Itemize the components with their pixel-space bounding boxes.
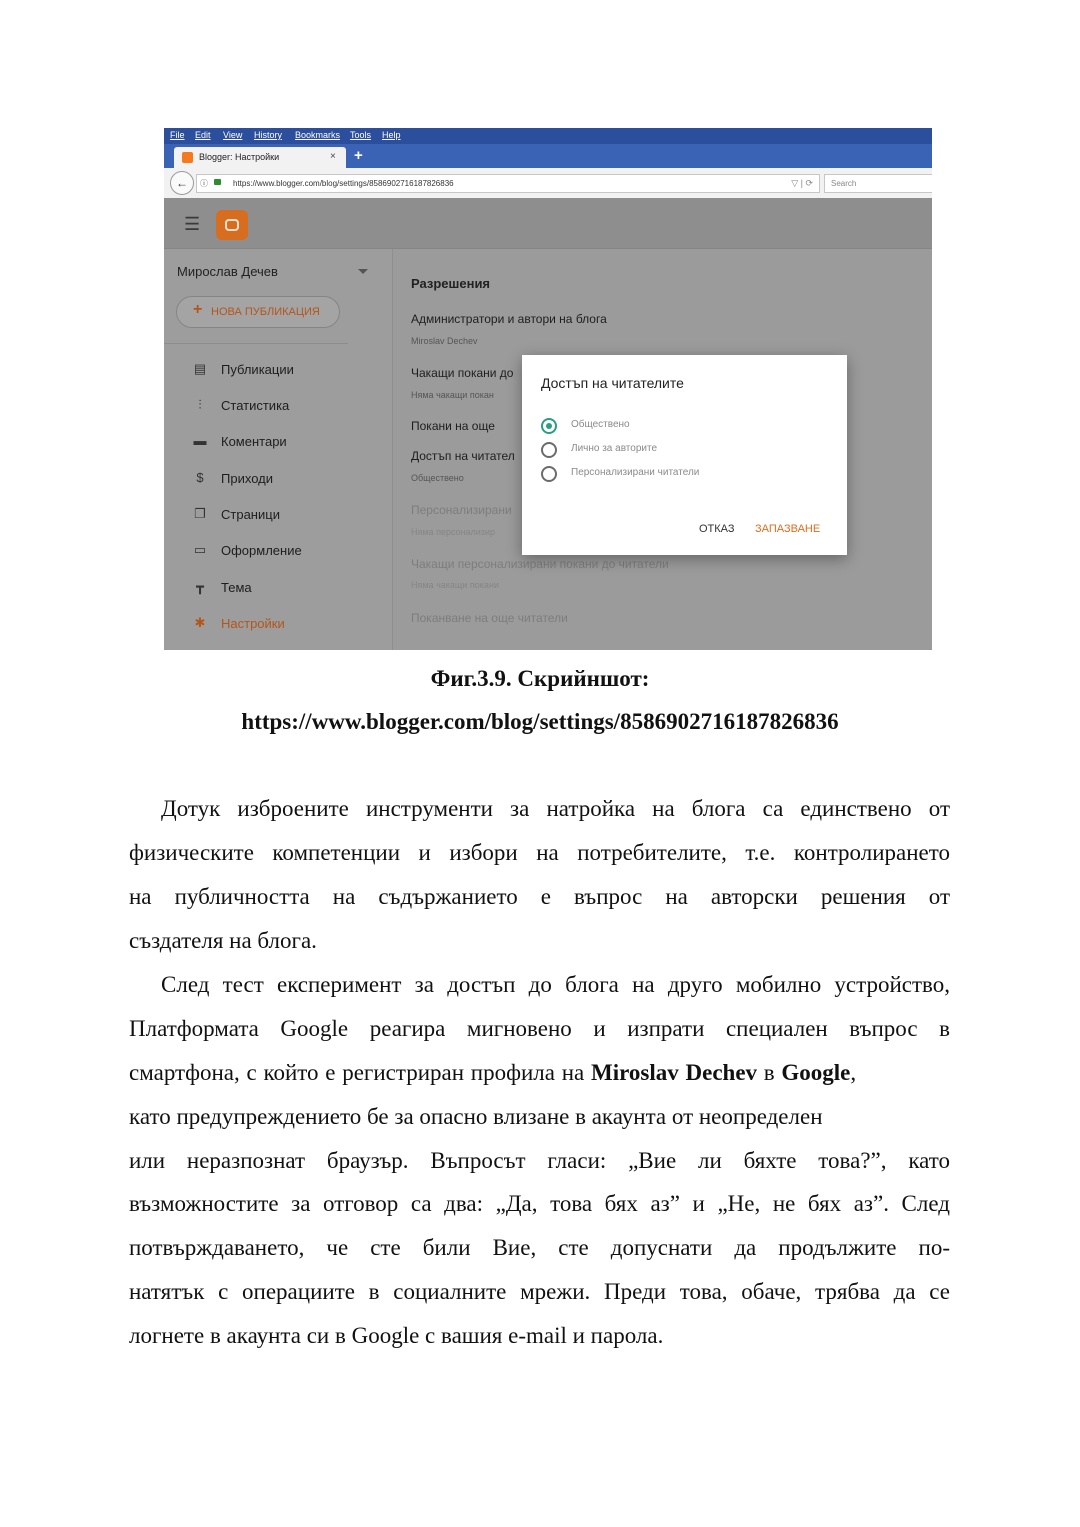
admins-setting[interactable]: Администратори и автори на блога: [411, 312, 607, 326]
admins-value: Miroslav Dechev: [411, 336, 478, 346]
pages-icon: ❐: [194, 506, 206, 521]
radio-label: Персонализирани читатели: [571, 467, 700, 478]
reader-access-dialog: [522, 355, 847, 555]
info-icon[interactable]: ⓘ: [200, 179, 208, 188]
tab-close-icon[interactable]: ×: [330, 151, 336, 162]
paragraph-line: или неразпознат браузър. Въпросът гласи: „Вие ли бяхте това?”, като: [129, 1148, 950, 1173]
new-post-label: НОВА ПУБЛИКАЦИЯ: [211, 306, 320, 318]
section-title: Разрешения: [411, 276, 491, 291]
paragraph-line: физическите компетенции и избори на потребителите, т.е. контролирането: [129, 840, 950, 865]
plus-icon: +: [193, 301, 203, 318]
paragraph-line: потвърждаването, че сте били Вие, сте допуснати да продължите по-: [129, 1235, 950, 1260]
menu-help[interactable]: Help: [382, 130, 401, 140]
reader-access-setting[interactable]: Достъп на читател: [411, 449, 515, 463]
paragraph-line: възможностите за отговор са два: „Да, това бях аз” и „Не, не бях аз”. След: [129, 1191, 950, 1216]
menu-tools[interactable]: Tools: [350, 130, 372, 140]
menu-view[interactable]: View: [223, 130, 243, 140]
sidebar-item-label: Публикации: [221, 362, 294, 377]
radio-label: Обществено: [571, 419, 630, 430]
radio-option-authors-only[interactable]: [541, 441, 821, 459]
sidebar-item-label: Приходи: [221, 471, 273, 486]
paragraph-line: Дотук изброените инструменти за натройка на блога са единствено от: [161, 796, 950, 821]
address-url: https://www.blogger.com/blog/settings/8586902716187826836: [233, 179, 454, 188]
sidebar-item-earnings[interactable]: [164, 467, 392, 493]
address-bar[interactable]: [196, 174, 820, 193]
sidebar-item-stats[interactable]: [164, 394, 392, 420]
sidebar-item-layout[interactable]: [164, 539, 392, 565]
divider: [164, 343, 348, 344]
menu-edit[interactable]: Edit: [195, 130, 211, 140]
pending-custom-invites-value: Няма чакащи покани: [411, 580, 499, 590]
sidebar-item-label: Тема: [221, 580, 252, 595]
app-header: [164, 198, 932, 249]
paragraph-line: логнете в акаунта си в Google с вашия e-mail и парола.: [129, 1323, 664, 1348]
sidebar: [164, 249, 393, 650]
sidebar-item-label: Настройки: [221, 616, 285, 631]
browser-search-input[interactable]: [824, 174, 932, 193]
invite-more-readers-setting[interactable]: Поканване на още читатели: [411, 611, 568, 625]
pending-invites-setting[interactable]: Чакащи покани до: [411, 366, 514, 380]
pending-invites-value: Няма чакащи покан: [411, 390, 494, 400]
author-name: Miroslav Dechev: [591, 1060, 758, 1085]
dropdown-caret-icon[interactable]: [358, 269, 368, 274]
blogger-favicon-icon: [182, 152, 193, 163]
search-placeholder: Search: [831, 179, 857, 188]
comments-icon: ▬: [193, 433, 207, 448]
custom-readers-value: Няма персонализир: [411, 527, 495, 537]
screenshot-figure: [164, 128, 932, 650]
posts-icon: ▤: [193, 361, 207, 376]
paragraph-text: смартфона, с който е регистриран профила на: [129, 1060, 592, 1085]
hamburger-menu-icon[interactable]: ☰: [184, 214, 201, 234]
paragraph-text: в: [757, 1060, 782, 1085]
account-name[interactable]: Мирослав Дечев: [177, 264, 278, 279]
sidebar-item-theme[interactable]: [164, 576, 392, 602]
paragraph-line: натятък с операциите в социалните мрежи. Преди това, обаче, трябва да се: [129, 1279, 950, 1304]
radio-selected-icon[interactable]: [541, 418, 557, 434]
tab-title: Blogger: Настройки: [199, 152, 280, 162]
paragraph-line: [129, 1060, 950, 1086]
reader-access-value: Обществено: [411, 473, 464, 483]
sidebar-item-settings[interactable]: [164, 612, 392, 638]
reload-icon[interactable]: ▽ | ⟳: [791, 178, 813, 188]
browser-menubar: [164, 128, 932, 144]
sidebar-item-posts[interactable]: [164, 358, 392, 384]
save-button[interactable]: ЗАПАЗВАНЕ: [755, 523, 821, 535]
invite-more-setting[interactable]: Покани на още: [411, 419, 495, 433]
dollar-icon: $: [196, 470, 204, 485]
lock-icon: [214, 179, 221, 185]
figure-caption-url: https://www.blogger.com/blog/settings/8586902716187826836: [241, 709, 839, 734]
sidebar-item-label: Страници: [221, 507, 280, 522]
custom-readers-setting[interactable]: Персонализирани: [411, 503, 512, 517]
paragraph-line: създателя на блога.: [129, 928, 317, 953]
radio-unselected-icon[interactable]: [541, 442, 557, 458]
radio-unselected-icon[interactable]: [541, 466, 557, 482]
paragraph-text: ,: [850, 1060, 857, 1085]
browser-tab[interactable]: [174, 147, 346, 168]
pending-custom-invites-setting[interactable]: Чакащи персонализирани покани до читатели: [411, 557, 669, 571]
radio-label: Лично за авторите: [571, 443, 658, 454]
sidebar-item-label: Оформление: [221, 543, 302, 558]
radio-option-custom-readers[interactable]: [541, 465, 821, 483]
browser-navbar: [164, 168, 932, 199]
sidebar-item-comments[interactable]: [164, 430, 392, 456]
menu-file[interactable]: File: [170, 130, 185, 140]
dialog-title: Достъп на читателите: [541, 375, 684, 391]
figure-caption-title: Фиг.3.9. Скрийншот:: [430, 666, 650, 691]
stats-icon: ⫶: [198, 397, 202, 412]
menu-bookmarks[interactable]: Bookmarks: [295, 130, 341, 140]
paragraph-line: на публичността на съдържанието е въпрос на авторски решения от: [129, 884, 950, 909]
sidebar-item-label: Коментари: [221, 434, 287, 449]
new-tab-button[interactable]: +: [354, 147, 363, 164]
paragraph-line: като предупреждението бе за опасно влизане в акаунта от неопределен: [129, 1104, 823, 1129]
paragraph-line: След тест експеримент за достъп до блога на друго мобилно устройство,: [161, 972, 950, 997]
google-name: Google: [781, 1060, 851, 1085]
menu-history[interactable]: History: [254, 130, 283, 140]
theme-icon: ┳: [196, 579, 204, 594]
cancel-button[interactable]: ОТКАЗ: [699, 523, 735, 535]
back-arrow-icon[interactable]: ←: [170, 171, 194, 195]
radio-option-public[interactable]: [541, 417, 821, 435]
paragraph-line: Платформата Google реагира мигновено и изпрати специален въпрос в: [129, 1016, 950, 1041]
sidebar-item-pages[interactable]: [164, 503, 392, 529]
sidebar-item-label: Статистика: [221, 398, 290, 413]
browser-tabstrip: [164, 144, 932, 168]
settings-gear-icon: ✱: [194, 615, 206, 630]
new-post-button[interactable]: [176, 296, 340, 328]
blogger-logo-icon[interactable]: [216, 210, 248, 240]
layout-icon: ▭: [193, 542, 207, 557]
